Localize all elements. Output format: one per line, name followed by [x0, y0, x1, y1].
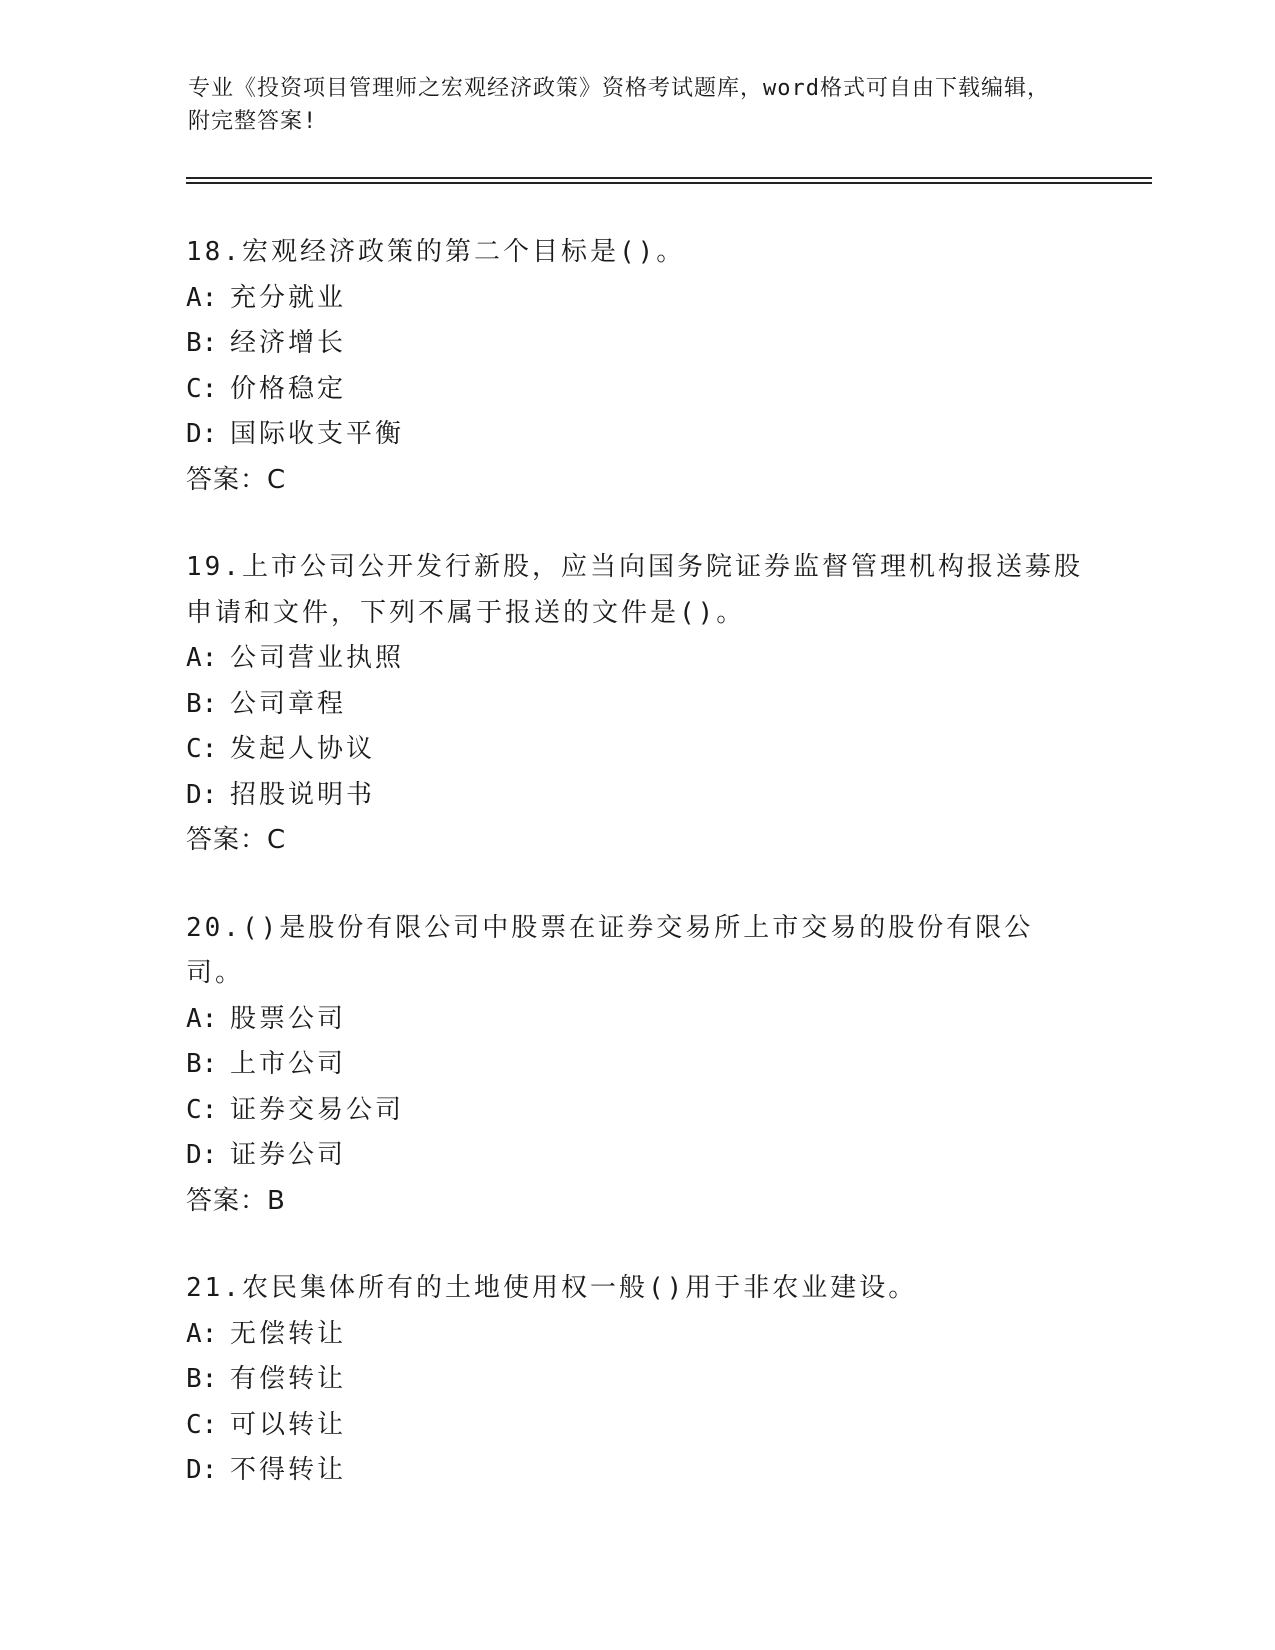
option-c: [186, 727, 1086, 773]
option-text: 证券公司: [230, 1140, 347, 1170]
answer-line: 答案：B: [186, 1185, 286, 1216]
question-stem: 20.()是股份有限公司中股票在证券交易所上市交易的股份有限公司。: [186, 912, 1034, 988]
option-letter: C:: [186, 1409, 218, 1440]
option-letter: C:: [186, 734, 218, 764]
question-19: [186, 545, 1086, 864]
option-a: [186, 636, 1086, 682]
answer-line: 答案：C: [186, 464, 287, 495]
answer-line: 答案：C: [186, 825, 287, 855]
option-text: 招股说明书: [230, 779, 376, 810]
option-text: 有偿转让: [230, 1364, 347, 1394]
option-letter: A:: [186, 282, 218, 313]
option-text: 经济增长: [230, 328, 347, 358]
option-text: 公司营业执照: [230, 643, 405, 673]
option-letter: D:: [186, 1455, 218, 1485]
option-b: [186, 321, 1086, 367]
option-text: 价格稳定: [230, 373, 347, 404]
option-letter: B:: [186, 328, 218, 358]
option-d: [186, 1133, 1086, 1179]
option-letter: C:: [186, 1094, 218, 1125]
question-stem: 19.上市公司公开发行新股，应当向国务院证券监督管理机构报送募股申请和文件，下列不属于报送的文件是()。: [186, 552, 1083, 628]
option-letter: D:: [186, 779, 218, 810]
question-stem: 18.宏观经济政策的第二个目标是()。: [186, 237, 686, 267]
option-c: [186, 367, 1086, 413]
option-letter: B:: [186, 1049, 218, 1079]
option-c: [186, 1088, 1086, 1134]
option-a: [186, 276, 1086, 322]
option-d: [186, 412, 1086, 458]
option-a: [186, 997, 1086, 1043]
option-b: [186, 682, 1086, 728]
option-letter: C:: [186, 373, 218, 404]
option-text: 无偿转让: [230, 1318, 347, 1349]
question-21: [186, 1266, 1086, 1494]
question-stem: 21.农民集体所有的土地使用权一般()用于非农业建设。: [186, 1273, 918, 1303]
question-20: [186, 906, 1086, 1225]
option-d: [186, 1448, 1086, 1494]
option-text: 公司章程: [230, 688, 347, 719]
option-letter: B:: [186, 1364, 218, 1394]
option-text: 国际收支平衡: [230, 419, 405, 449]
option-text: 股票公司: [230, 1003, 347, 1034]
option-letter: B:: [186, 688, 218, 719]
option-c: [186, 1403, 1086, 1449]
header-rule-top: [186, 177, 1152, 179]
option-a: [186, 1312, 1086, 1358]
option-text: 证券交易公司: [230, 1094, 405, 1125]
option-letter: A:: [186, 643, 218, 673]
option-letter: A:: [186, 1003, 218, 1034]
question-18: [186, 230, 1086, 503]
option-text: 不得转让: [230, 1455, 347, 1485]
option-letter: D:: [186, 1140, 218, 1170]
option-letter: D:: [186, 419, 218, 449]
document-header: 专业《投资项目管理师之宏观经济政策》资格考试题库，word格式可自由下载编辑，附完整答案!: [188, 76, 1050, 134]
option-b: [186, 1357, 1086, 1403]
option-letter: A:: [186, 1318, 218, 1349]
option-text: 发起人协议: [230, 734, 376, 764]
option-text: 充分就业: [230, 282, 347, 313]
option-d: [186, 773, 1086, 819]
header-rule-bottom: [186, 182, 1152, 184]
option-text: 上市公司: [230, 1049, 347, 1079]
question-list: [186, 230, 1086, 1536]
option-b: [186, 1042, 1086, 1088]
option-text: 可以转让: [230, 1409, 347, 1440]
